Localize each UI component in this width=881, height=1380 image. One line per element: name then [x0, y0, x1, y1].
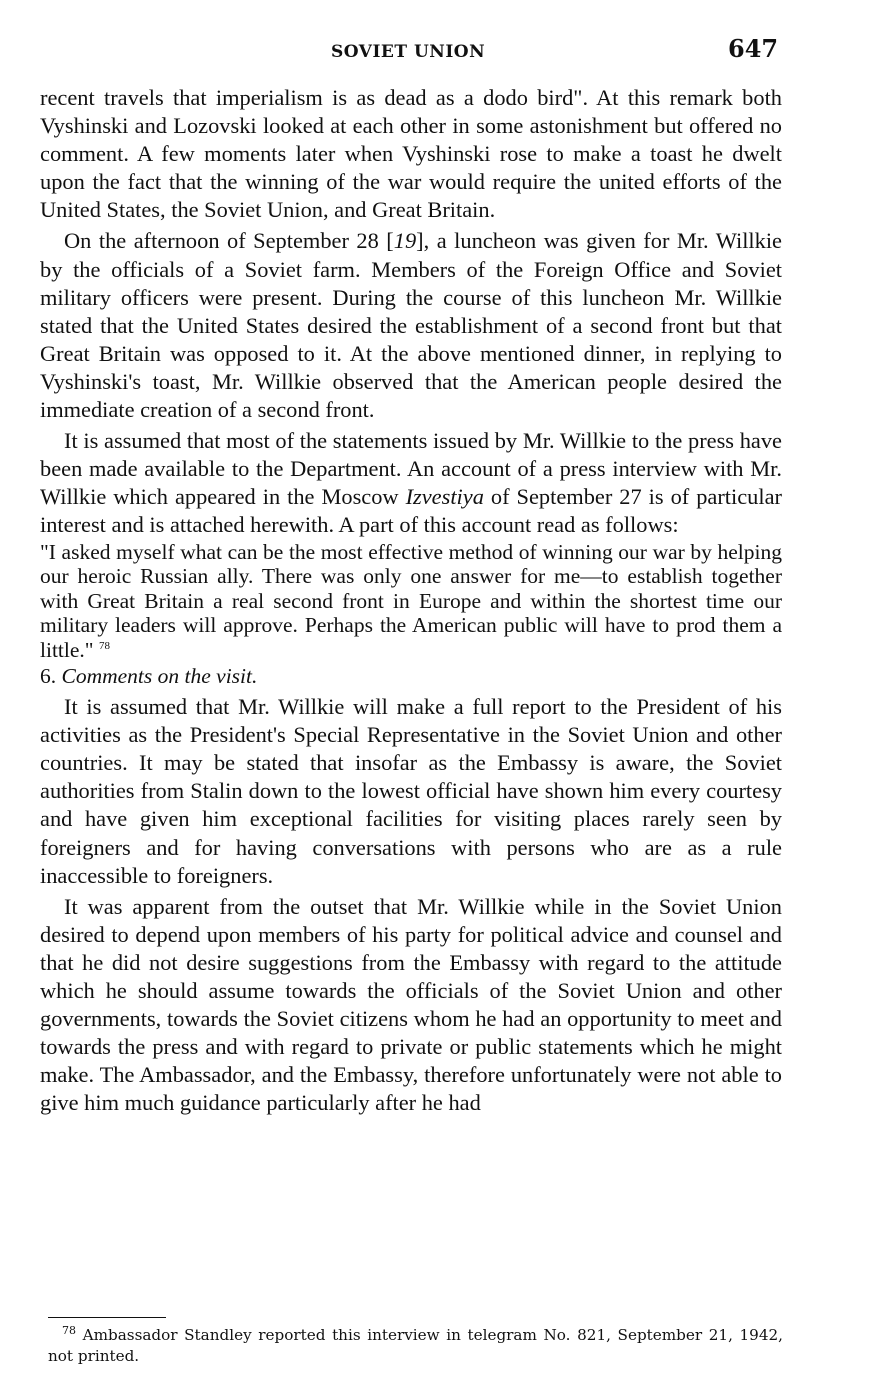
paragraph-report: It is assumed that Mr. Willkie will make a full report to the President of his activities as the President's Special Representative in the Soviet Union and other countries. It may be stated that insofar as the Embassy is aware, the Soviet authorities from Stalin down to the lowest official have shown him every courtesy and have given him exceptional facilities for visiting places rarely seen by foreigners and for having conversations with persons who are as a rule inaccessible to foreigners. — [40, 694, 782, 888]
paragraph-luncheon — [40, 227, 782, 424]
paragraph-luncheon-rest: ], a luncheon was given for Mr. Willkie by the officials of a Soviet farm. Members of the Foreign Office and Soviet military officers were present. During the course of this luncheon Mr. Willkie stated that the United States desired the establishment of a second front but that Great Britain was opposed to it. At the above mentioned dinner, in replying to Vyshinski's toast, Mr. Willkie observed that the American people desired the immediate creation of a second front. — [40, 228, 782, 423]
newspaper-name: Izvestiya — [405, 484, 484, 510]
body-text — [40, 84, 782, 1118]
page-header — [0, 34, 881, 68]
paragraph-press — [40, 427, 782, 539]
section-heading — [40, 662, 782, 690]
paragraph-press-rest: of September 27 is of particular interest and is attached herewith. A part of this account read as follows: — [40, 484, 782, 538]
section-title: Comments on the visit. — [61, 664, 258, 688]
footnote — [48, 1325, 783, 1367]
running-title: SOVIET UNION — [331, 42, 486, 62]
page-number: 647 — [728, 34, 779, 63]
date-correction: 19 — [393, 228, 417, 254]
paragraph-luncheon-start: On the afternoon of September 28 [ — [64, 228, 394, 254]
footnote-rule — [48, 1317, 166, 1318]
footnote-text: Ambassador Standley reported this interview in telegram No. 821, September 21, 1942, not printed. — [48, 1326, 783, 1365]
paragraph-press-start: It is assumed that most of the statements issued by Mr. Willkie to the press have been made available to the Department. An account of a press interview with Mr. Willkie which appeared in the Moscow — [40, 428, 782, 510]
paragraph-advice: It was apparent from the outset that Mr. Willkie while in the Soviet Union desired to depend upon members of his party for political advice and counsel and that he did not desire suggestions from the Embassy with regard to the attitude which he should assume towards the officials of the Soviet Union and other governments, towards the Soviet citizens whom he had an opportunity to meet and towards the press and with regard to private or public statements which he might make. The Ambassador, and the Embassy, therefore unfortunately were not able to give him much guidance particularly after he had — [40, 893, 782, 1116]
footnote-number: 78 — [62, 1323, 76, 1337]
section-number: 6. — [40, 664, 57, 688]
paragraph-continued: recent travels that imperialism is as dead as a dodo bird". At this remark both Vyshinski and Lozovski looked at each other in some astonishment but offered no comment. A few moments later when Vyshinski rose to make a toast he dwelt upon the fact that the winning of the war would require the united efforts of the United States, the Soviet Union, and Great Britain. — [40, 85, 782, 223]
quote-text: "I asked myself what can be the most effective method of winning our war by helping our heroic Russian ally. There was only one answer for me—to establish together with Great Britain a real second front in Europe and within the shortest time our military leaders will approve. Perhaps the American public will have to prod them a little." — [40, 539, 782, 662]
footnote-reference: 78 — [98, 639, 110, 652]
block-quote — [40, 540, 782, 663]
